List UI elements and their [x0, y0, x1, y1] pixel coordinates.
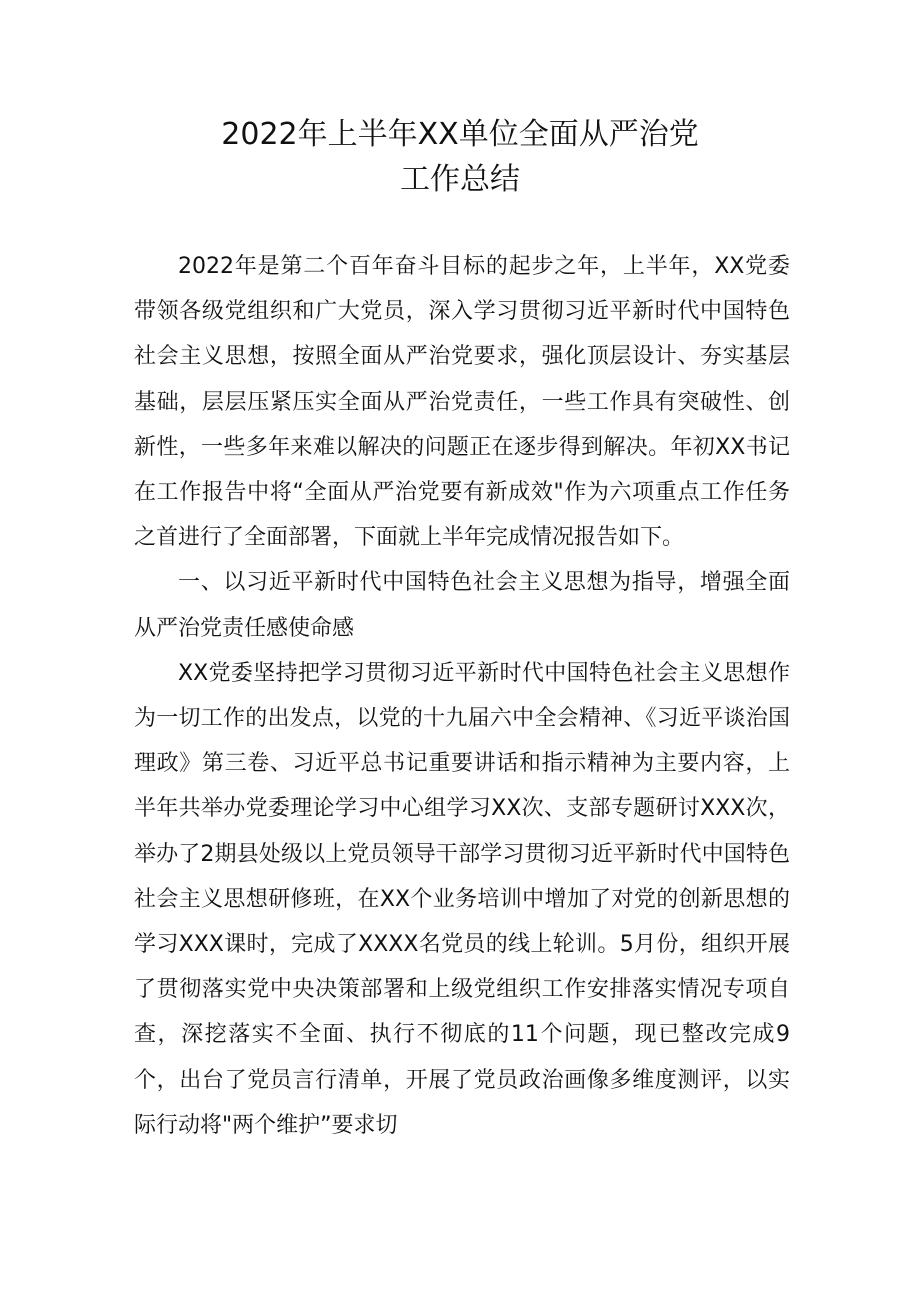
document-title-line-1: 2022年上半年XX单位全面从严治党	[221, 117, 699, 152]
document-title-line-2: 工作总结	[400, 162, 520, 197]
document-body	[134, 244, 790, 1148]
section-heading-1: 一、以习近平新时代中国特色社会主义思想为指导，增强全面从严治党责任感使命感	[134, 570, 790, 641]
paragraph-section-1: XX党委坚持把学习贯彻习近平新时代中国特色社会主义思想作为一切工作的出发点，以党的十九届六中全会精神、《习近平谈治国理政》第三卷、习近平总书记重要讲话和指示精神为主要内容，上半年共举办党委理论学习中心组学习XX次、支部专题研讨XXX次，举办了2期县处级以上党员领导干部学习贯彻习近平新时代中国特色社会主义思想研修班，在XX个业务培训中增加了对党的创新思想的学习XXX课时，完成了XXXX名党员的线上轮训。5月份，组织开展了贯彻落实党中央决策部署和上级党组织工作安排落实情况专项自查，深挖落实不全面、执行不彻底的11个问题，现已整改完成9个，出台了党员言行清单，开展了党员政治画像多维度测评，以实际行动将"两个维护”要求切	[134, 660, 790, 1138]
paragraph-intro: 2022年是第二个百年奋斗目标的起步之年，上半年，XX党委带领各级党组织和广大党员，深入学习贯彻习近平新时代中国特色社会主义思想，按照全面从严治党要求，强化顶层设计、夯实基层基础，层层压紧压实全面从严治党责任，一些工作具有突破性、创新性，一些多年来难以解决的问题正在逐步得到解决。年初XX书记在工作报告中将“全面从严治党要有新成效"作为六项重点工作任务之首进行了全面部署，下面就上半年完成情况报告如下。	[134, 254, 790, 551]
